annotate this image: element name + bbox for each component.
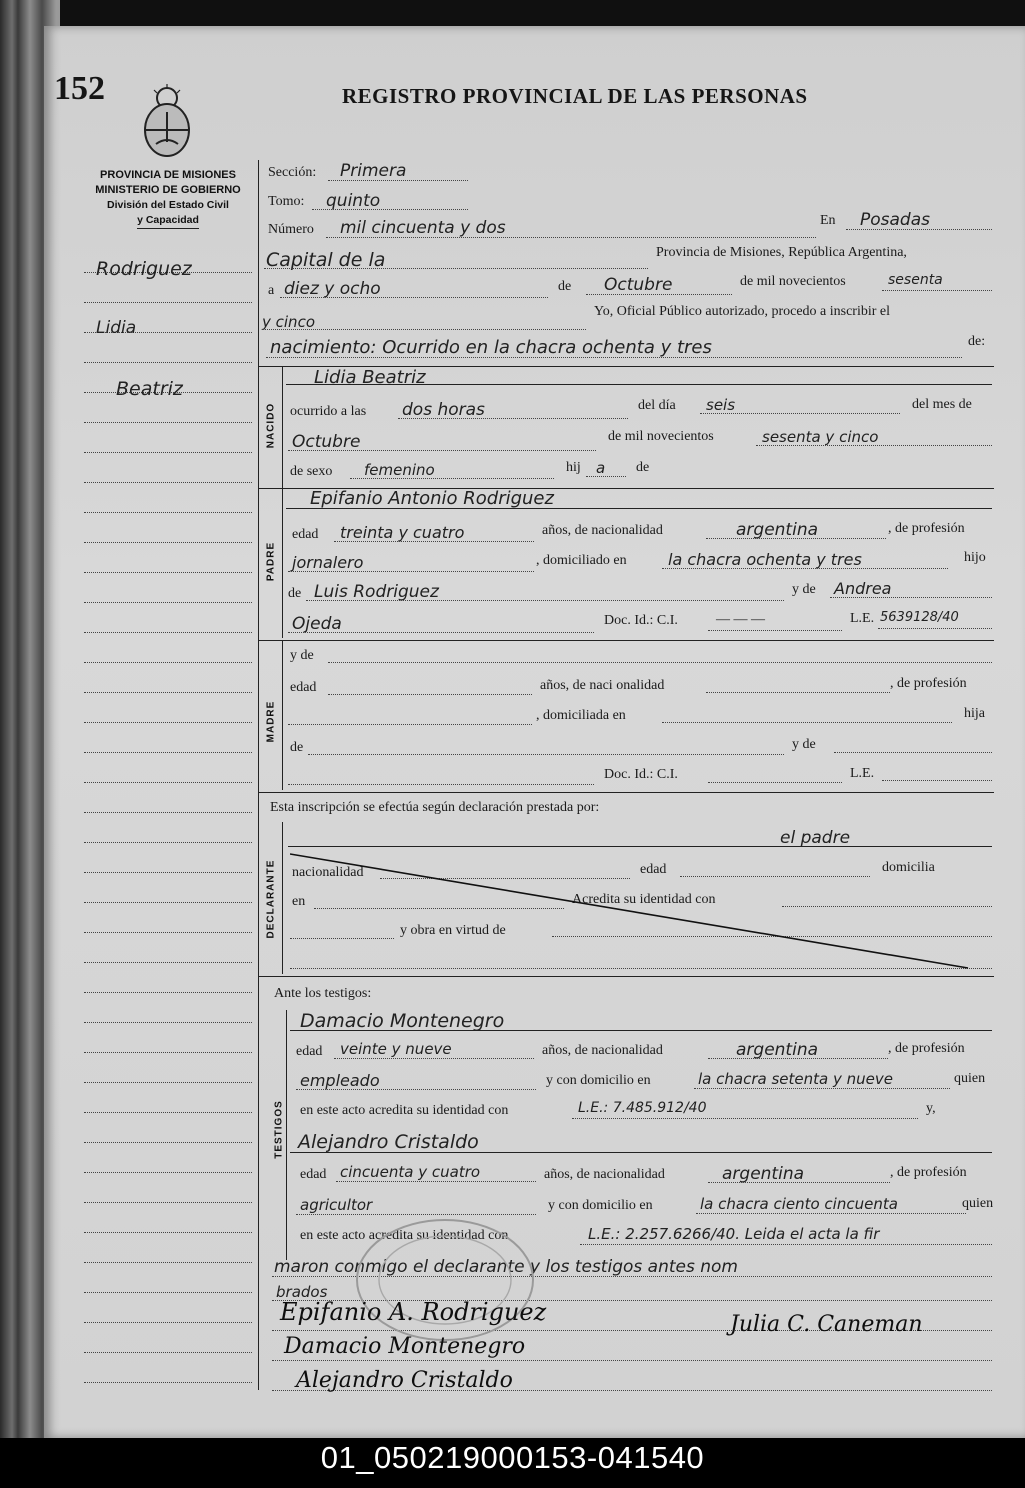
margin-line [84, 1202, 252, 1203]
t1-prof-line [296, 1089, 536, 1090]
authority-line-4: y Capacidad [137, 213, 199, 229]
madre-y-de-2-label: y de [792, 737, 816, 752]
margin-name-1: Lidia [96, 318, 137, 338]
madre-madre-line [834, 752, 992, 753]
hij-line [586, 476, 626, 477]
margin-line [84, 692, 252, 693]
cancel-stroke [290, 846, 970, 970]
madre-prof-line [288, 724, 532, 725]
signature-father: Epifanio A. Rodriguez [280, 1298, 547, 1326]
margin-line [84, 872, 252, 873]
fecha-anio2-line [262, 329, 586, 330]
margin-line [84, 752, 252, 753]
padre-prof-line [288, 571, 534, 572]
acredita-label: Acredita su identidad con [572, 892, 716, 907]
nacido-bar [282, 366, 283, 488]
domiciliado-label: , domiciliado en [536, 553, 627, 568]
margin-line [84, 662, 252, 663]
t2-dom-line [696, 1213, 966, 1214]
padre-nombre-value: Epifanio Antonio Rodriguez [310, 488, 554, 509]
fecha-dia-line [280, 297, 548, 298]
margin-line [84, 362, 252, 363]
margin-line [84, 1352, 252, 1353]
nacionalidad-label: nacionalidad [292, 865, 364, 880]
hora-line [398, 418, 628, 419]
nacido-side-label: NACIDO [265, 402, 277, 449]
hij-value: a [596, 459, 606, 477]
authority-line-3: División del Estado Civil [107, 199, 229, 211]
t2-edad-line [336, 1181, 536, 1182]
margin-line [84, 1052, 252, 1053]
seccion-label: Sección: [268, 165, 317, 180]
abuelo-value: Luis Rodriguez [314, 582, 439, 602]
capital-line [264, 268, 648, 269]
signature-witness-1: Damacio Montenegro [284, 1334, 526, 1359]
cierre-value: maron conmigo el declarante y los testigos antes nom [274, 1257, 738, 1277]
margin-line [84, 812, 252, 813]
doc-id-label: Doc. Id.: C.I. [604, 613, 678, 628]
madre-edad-line [328, 694, 532, 695]
acto-value: nacimiento: Ocurrido en la chacra ochenta y tres [270, 337, 712, 358]
del-mes-label: del mes de [912, 397, 972, 412]
section-rule [258, 976, 994, 977]
en-label: En [820, 213, 836, 228]
t1-dom-label: y con domicilio en [546, 1073, 651, 1088]
en-value: Posadas [860, 210, 930, 230]
dia-value: seis [706, 396, 736, 414]
hij-de-label: de [636, 460, 650, 475]
t1-nac-line [708, 1058, 888, 1059]
margin-line [84, 422, 252, 423]
oficial-label: Yo, Oficial Público autorizado, procedo a inscribir el [594, 304, 891, 319]
page-title: REGISTRO PROVINCIAL DE LAS PERSONAS [342, 84, 808, 108]
t1-doc-line [572, 1118, 918, 1119]
madre-y-de-label: y de [290, 648, 314, 663]
t2-nac-line [708, 1182, 890, 1183]
a-label: a [268, 283, 275, 298]
margin-line [84, 542, 252, 543]
margin-line [84, 962, 252, 963]
margin-divider [258, 160, 259, 1390]
t2-acredita-label: en este acto acredita su identidad con [300, 1228, 509, 1243]
padre-ci-line [708, 630, 842, 631]
fecha-dia-value: diez y ocho [284, 279, 381, 299]
abuela2-value: Ojeda [292, 614, 342, 634]
dia-line [700, 413, 900, 414]
provincia-label: Provincia de Misiones, República Argentina, [656, 245, 907, 260]
numero-line [326, 237, 816, 238]
t2-edad-value: cincuenta y cuatro [340, 1163, 481, 1181]
del-dia-label: del día [638, 398, 676, 413]
t1-prof-value: empleado [300, 1071, 380, 1090]
ante-testigos-label: Ante los testigos: [274, 986, 372, 1001]
padre-le-value: 5639128/40 [880, 610, 959, 625]
sexo-value: femenino [364, 461, 435, 479]
inscripcion-label: Esta inscripción se efectúa según declaración prestada por: [270, 800, 600, 815]
domiciliada-label: , domiciliada en [536, 708, 626, 723]
nombre-line [286, 384, 992, 385]
margin-line [84, 1172, 252, 1173]
margin-line [84, 842, 252, 843]
padre-side-label: PADRE [265, 541, 277, 582]
padre-nac-line [706, 538, 886, 539]
t2-nac-value: argentina [722, 1164, 805, 1184]
t2-nombre-value: Alejandro Cristaldo [298, 1131, 479, 1153]
fecha-anio-value: sesenta [888, 272, 943, 288]
abuelo-line [306, 600, 784, 601]
tomo-label: Tomo: [268, 194, 305, 209]
signature-official: Julia C. Caneman [730, 1312, 923, 1337]
t1-doc-value: L.E.: 7.485.912/40 [578, 1100, 707, 1116]
madre-prof-label: , de profesión [890, 676, 967, 691]
margin-line [84, 1322, 252, 1323]
decl-en-label: en [292, 894, 306, 909]
de-mil-label-2: de mil novecientos [608, 429, 714, 444]
madre-apellido-line [288, 784, 594, 785]
le-label: L.E. [850, 611, 875, 626]
section-rule [258, 640, 994, 641]
t1-dom-value: la chacra setenta y nueve [698, 1070, 893, 1088]
t1-quien-label: quien [954, 1071, 986, 1086]
margin-line [84, 902, 252, 903]
padre-nombre-line [286, 508, 992, 509]
madre-nac-label: años, de naci onalidad [540, 678, 665, 693]
padre-edad-line [334, 541, 534, 542]
y-de-label: y de [792, 582, 816, 597]
acto-line [266, 357, 962, 358]
y-obra-label: y obra en virtud de [400, 923, 506, 938]
fecha-anio-line [882, 290, 992, 291]
margin-line [84, 302, 252, 303]
margin-line [84, 1022, 252, 1023]
hora-value: dos horas [402, 400, 485, 420]
t2-dom-value: la chacra ciento cincuenta [700, 1195, 898, 1213]
fecha-mes-value: Octubre [604, 275, 673, 295]
padre-edad-label: edad [292, 527, 319, 542]
madre-ci-line [708, 782, 842, 783]
ocurrido-label: ocurrido a las [290, 404, 367, 419]
margin-line [84, 602, 252, 603]
padre-edad-value: treinta y cuatro [340, 523, 465, 542]
margin-line [84, 722, 252, 723]
mes-value: Octubre [292, 432, 361, 452]
padre-le-line [878, 628, 992, 629]
margin-line [84, 512, 252, 513]
margin-line [84, 452, 252, 453]
tomo-value: quinto [326, 191, 381, 211]
t1-nac-value: argentina [736, 1040, 819, 1060]
t2-quien-label: quien [962, 1196, 994, 1211]
declarante-side-label: DECLARANTE [265, 859, 277, 939]
t1-edad-value: veinte y nueve [340, 1040, 452, 1058]
nombre-value: Lidia Beatriz [314, 367, 426, 388]
madre-doc-label: Doc. Id.: C.I. [604, 767, 678, 782]
madre-nac-line [706, 692, 890, 693]
padre-nac-label: años, de nacionalidad [542, 523, 663, 538]
capital-value: Capital de la [266, 249, 386, 271]
cierre2-value: brados [276, 1283, 328, 1301]
hijo-label: hijo [964, 550, 986, 565]
t2-doc-line [580, 1244, 992, 1245]
sexo-line [350, 478, 554, 479]
testigos-bar [286, 1010, 287, 1260]
margin-line [84, 782, 252, 783]
fecha-mes-line [586, 294, 732, 295]
madre-padre-line [308, 754, 784, 755]
t1-nombre-line [290, 1030, 992, 1031]
margin-surname: Rodriguez [96, 258, 192, 280]
declarante-bar [282, 822, 283, 974]
t1-nac-label: años, de nacionalidad [542, 1043, 663, 1058]
t1-edad-line [334, 1058, 534, 1059]
madre-nombre-line [328, 662, 992, 663]
madre-side-label: MADRE [265, 700, 277, 743]
madre-edad-label: edad [290, 680, 317, 695]
margin-line [84, 482, 252, 483]
margin-line [84, 572, 252, 573]
de-label: de [558, 279, 572, 294]
signature-witness-2: Alejandro Cristaldo [296, 1368, 513, 1393]
t2-prof-label: , de profesión [890, 1165, 967, 1180]
t2-dom-label: y con domicilio en [548, 1198, 653, 1213]
madre-le-label: L.E. [850, 766, 875, 781]
section-rule [258, 792, 994, 793]
t1-nombre-value: Damacio Montenegro [300, 1010, 505, 1032]
padre-nac-value: argentina [736, 520, 819, 540]
madre-le-line [882, 780, 992, 781]
t2-doc-value: L.E.: 2.257.6266/40. Leida el acta la fir [588, 1225, 880, 1243]
abuela-line [830, 597, 992, 598]
document-code: 01_050219000153-041540 [320, 1440, 705, 1475]
margin-line [84, 1142, 252, 1143]
domicilia-label: domicilia [882, 860, 935, 875]
issuing-authority [78, 168, 258, 229]
seccion-value: Primera [340, 161, 407, 181]
de-mil-label: de mil novecientos [740, 274, 846, 289]
madre-dom-line [662, 722, 952, 723]
seccion-line [328, 180, 468, 181]
t1-acredita-label: en este acto acredita su identidad con [300, 1103, 509, 1118]
margin-line [84, 1232, 252, 1233]
de-colon-label: de: [968, 334, 986, 349]
sexo-label: de sexo [290, 464, 333, 479]
margin-line [84, 1112, 252, 1113]
testigos-side-label: TESTIGOS [273, 1100, 285, 1159]
hija-label: hija [964, 706, 985, 721]
margin-line [84, 1382, 252, 1383]
t2-nombre-line [290, 1152, 992, 1153]
abuelo-de-label: de [288, 586, 302, 601]
authority-line-1: PROVINCIA DE MISIONES [100, 169, 236, 181]
margin-line [84, 1292, 252, 1293]
hij-label: hij [566, 460, 581, 475]
t2-edad-label: edad [300, 1167, 327, 1182]
t1-prof-label: , de profesión [888, 1041, 965, 1056]
padre-dom-line [662, 568, 948, 569]
tomo-line [312, 209, 468, 210]
anio-value: sesenta y cinco [762, 428, 879, 446]
margin-line [84, 992, 252, 993]
padre-prof-label: , de profesión [888, 521, 965, 536]
t1-dom-line [694, 1088, 950, 1089]
t2-prof-value: agricultor [300, 1196, 373, 1214]
t2-nac-label: años, de nacionalidad [544, 1167, 665, 1182]
abuela2-line [288, 632, 594, 633]
authority-line-2: MINISTERIO DE GOBIERNO [95, 184, 241, 196]
t1-y-label: y, [926, 1101, 936, 1116]
padre-ci-value: — — — [716, 612, 765, 627]
anio-line [756, 445, 992, 446]
decl-edad-label: edad [640, 862, 667, 877]
madre-de-label: de [290, 740, 304, 755]
signature-line-2 [272, 1360, 992, 1361]
padre-bar [282, 488, 283, 638]
numero-value: mil cincuenta y dos [340, 218, 506, 238]
mes-line [288, 450, 596, 451]
t1-edad-label: edad [296, 1044, 323, 1059]
margin-line [84, 1262, 252, 1263]
fecha-anio2-value: y cinco [262, 313, 315, 331]
en-line [846, 229, 992, 230]
madre-bar [282, 640, 283, 790]
padre-dom-value: la chacra ochenta y tres [668, 550, 862, 569]
abuela-value: Andrea [834, 579, 892, 598]
page-number: 152 [54, 70, 105, 107]
margin-line [84, 632, 252, 633]
declarante-value: el padre [780, 828, 851, 848]
margin-line [84, 1082, 252, 1083]
padre-prof-value: jornalero [292, 553, 364, 572]
coat-of-arms-icon [138, 84, 196, 164]
numero-label: Número [268, 222, 314, 237]
margin-name-2: Beatriz [116, 378, 183, 400]
margin-line [84, 932, 252, 933]
